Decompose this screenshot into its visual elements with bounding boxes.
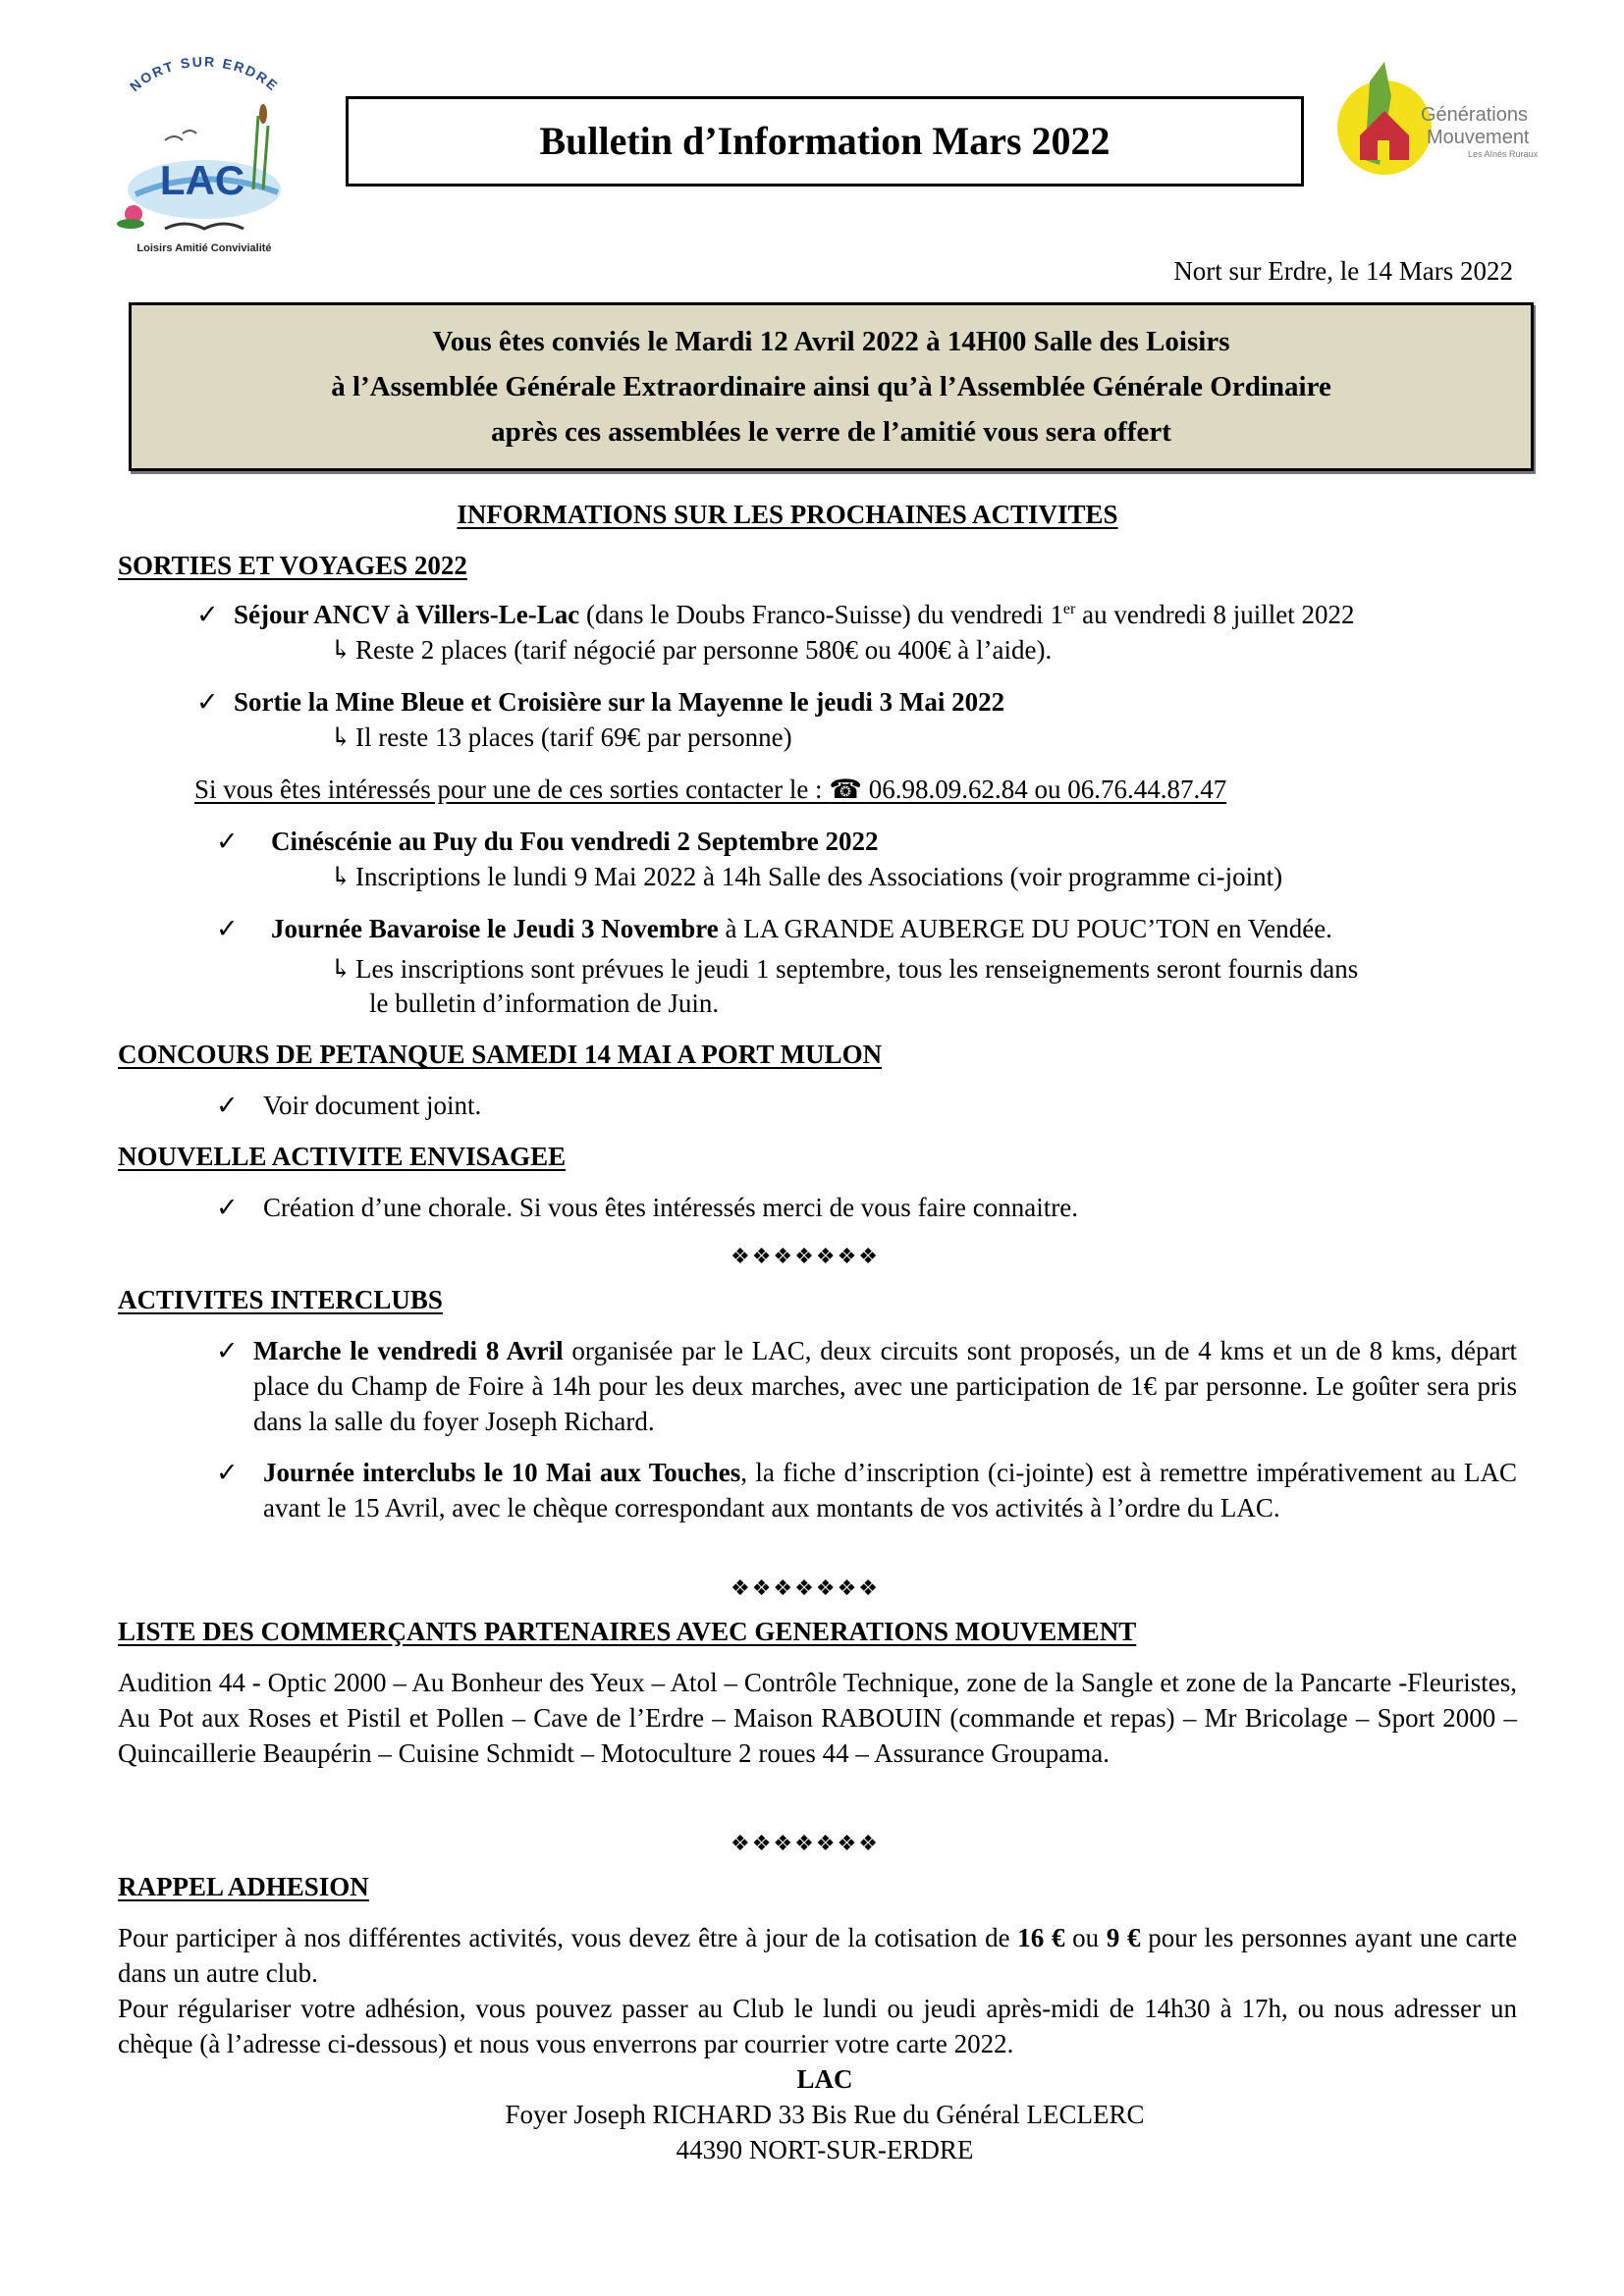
sortie-puy-title: Cinéscénie au Puy du Fou vendredi 2 Septembre 2022 [271,827,879,856]
marche-title: Marche le vendredi 8 Avril [253,1336,564,1365]
check-icon: ✓ [216,1091,239,1120]
check-icon: ✓ [216,914,239,943]
adhesion-price-2: 9 € [1106,1923,1141,1952]
invitation-box [129,302,1534,471]
separator-ornament: ❖❖❖❖❖❖❖ [730,1831,881,1855]
sortie-item-bavaroise [216,911,1332,946]
marche-desc: organisée par le LAC, deux circuits sont proposés, un de 4 kms et un de 8 kms, départ place du Champ de Foire à 14h pour les deux marches, avec une participation de 1€ par personne. Le goûter sera pris dans la salle du foyer Joseph Richard. [253,1336,1517,1436]
interclubs-check-2 [216,1455,239,1490]
contact-text: Si vous êtes intéressés pour une de ces sorties contacter le : [194,774,830,804]
arrow-icon: ↳ [330,954,352,984]
arrow-icon: ↳ [330,635,352,665]
check-icon: ✓ [216,1193,239,1222]
invitation-line-2: à l’Assemblée Générale Extraordinaire ainsi qu’à l’Assemblée Générale Ordinaire [331,371,1331,402]
sortie-bavaroise-sub-2: le bulletin d’information de Juin. [369,988,720,1018]
sortie-bavaroise-sub [330,951,1358,987]
petanque-item-text: Voir document joint. [263,1091,482,1120]
sortie-ancv-sub [330,632,1052,667]
invitation-line-1: Vous êtes conviés le Mardi 12 Avril 2022 à 14H00 Salle des Loisirs [432,326,1230,357]
adhesion-paragraph-2: Pour régulariser votre adhésion, vous pouvez passer au Club le lundi ou jeudi après-midi de 14h30 à 17h, ou nous adresser un chèque (à l’adresse ci-dessous) et nous vous enverrons par courrier votre carte 2022. [118,1994,1517,2058]
arrow-icon: ↳ [330,862,352,891]
interclubs-item-journee [263,1455,1517,1525]
adhesion-p1-a: Pour participer à nos différentes activités, vous devez être à jour de la cotisation de [118,1923,1018,1952]
bulletin-title: Bulletin d’Information Mars 2022 [346,96,1304,187]
check-icon: ✓ [196,687,219,717]
sorties-heading: SORTIES ET VOYAGES 2022 [118,551,467,580]
adhesion-price-1: 16 € [1017,1923,1065,1952]
address-line-1: Foyer Joseph RICHARD 33 Bis Rue du Général LECLERC [505,2100,1145,2129]
sortie-puy-sub-text: Inscriptions le lundi 9 Mai 2022 à 14h Salle des Associations (voir programme ci-joint) [355,862,1283,891]
gm-logo-line2: Mouvement [1427,127,1530,148]
commercants-list: Audition 44 - Optic 2000 – Au Bonheur des Yeux – Atol – Contrôle Technique, zone de la Sangle et zone de la Pancarte -Fleuristes, Au Pot aux Roses et Pistil et Pollen – Cave de l’Erdre – Maison RABOUIN (commande et repas) – Mr Bricolage – Sport 2000 – Quincaillerie Beaupérin – Cuisine Schmidt – Motoculture 2 roues 44 – Assurance Groupama. [118,1668,1517,1768]
interclubs-heading: ACTIVITES INTERCLUBS [118,1285,443,1314]
date-line: Nort sur Erdre, le 14 Mars 2022 [1173,256,1513,286]
petanque-item [216,1088,481,1123]
nouvelle-item-text: Création d’une chorale. Si vous êtes intéressés merci de vous faire connaitre. [263,1193,1078,1222]
gm-logo-line3: Les Aînés Ruraux [1468,149,1539,159]
adhesion-heading: RAPPEL ADHESION [118,1872,369,1901]
phone-icon: ☎ [829,774,862,804]
interclubs-item-marche [253,1333,1517,1439]
sortie-bavaroise-title: Journée Bavaroise le Jeudi 3 Novembre [271,914,719,943]
arrow-icon: ↳ [330,722,352,752]
check-icon: ✓ [216,1458,239,1487]
separator-ornament: ❖❖❖❖❖❖❖ [730,1244,881,1268]
nouvelle-item [216,1190,1078,1225]
petanque-heading: CONCOURS DE PETANQUE SAMEDI 14 MAI A PORT MULON [118,1040,883,1069]
generations-mouvement-logo [1330,57,1566,185]
separator-ornament: ❖❖❖❖❖❖❖ [730,1575,881,1600]
address-line-2: 44390 NORT-SUR-ERDRE [676,2135,974,2164]
sortie-mine-title: Sortie la Mine Bleue et Croisière sur la Mayenne le jeudi 3 Mai 2022 [234,687,1005,717]
gm-logo-line1: Générations [1421,104,1528,126]
sortie-ancv-sup: er [1062,601,1076,617]
sortie-ancv-desc-b: au vendredi 8 juillet 2022 [1075,600,1355,629]
adhesion-paragraph-1 [118,1920,1517,1991]
lac-logo-arc-text: NORT SUR ERDRE [126,57,283,95]
check-icon: ✓ [216,1336,239,1365]
lac-logo-name: LAC [159,157,245,203]
sortie-ancv-sub-text: Reste 2 places (tarif négocié par personne 580€ ou 400€ à l’aide). [355,635,1053,665]
address-block [0,2061,1624,2167]
info-heading: INFORMATIONS SUR LES PROCHAINES ACTIVITES [457,500,1118,529]
check-icon: ✓ [196,600,219,629]
address-name: LAC [796,2064,853,2094]
lac-logo [106,57,302,253]
svg-text:NORT SUR ERDRE [127,57,282,94]
sortie-item-mine-bleue [196,684,1004,720]
sortie-ancv-title: Séjour ANCV à Villers-Le-Lac [234,600,580,629]
lac-logo-graphic [106,57,302,253]
commercants-heading: LISTE DES COMMERÇANTS PARTENAIRES AVEC GENERATIONS MOUVEMENT [118,1617,1137,1646]
journee-desc: , la fiche d’inscription (ci-jointe) est à remettre impérativement au LAC avant le 15 Avril, avec le chèque correspondant aux montants de vos activités à l’ordre du LAC. [263,1458,1517,1522]
sortie-mine-sub-text: Il reste 13 places (tarif 69€ par personne) [355,722,792,752]
interclubs-check-1 [216,1333,239,1368]
sortie-item-puy-du-fou [216,824,879,859]
lac-logo-tagline: Loisirs Amitié Convivialité [136,242,272,253]
adhesion-p1-c: ou [1064,1923,1107,1952]
journee-title: Journée interclubs le 10 Mai aux Touches [263,1458,741,1487]
sortie-puy-sub [330,859,1282,894]
invitation-line-3: après ces assemblées le verre de l’amitié vous sera offert [491,416,1171,448]
adhesion-p1-d: pour les personnes ayant une carte dans un autre club. [118,1923,1518,1988]
generations-mouvement-logo-graphic [1330,57,1566,185]
sortie-mine-sub [330,720,792,755]
check-icon: ✓ [216,827,239,856]
sortie-bavaroise-desc: à LA GRANDE AUBERGE DU POUC’TON en Vendée. [718,914,1332,943]
sortie-bavaroise-sub-1: Les inscriptions sont prévues le jeudi 1 septembre, tous les renseignements seront fournis dans [355,954,1359,984]
contact-phones: 06.98.09.62.84 ou 06.76.44.87.47 [861,774,1227,804]
sorties-contact [194,772,1226,807]
nouvelle-heading: NOUVELLE ACTIVITE ENVISAGEE [118,1142,567,1171]
sortie-item-ancv [196,597,1355,632]
sortie-ancv-desc-a: (dans le Doubs Franco-Suisse) du vendredi 1 [579,600,1063,629]
